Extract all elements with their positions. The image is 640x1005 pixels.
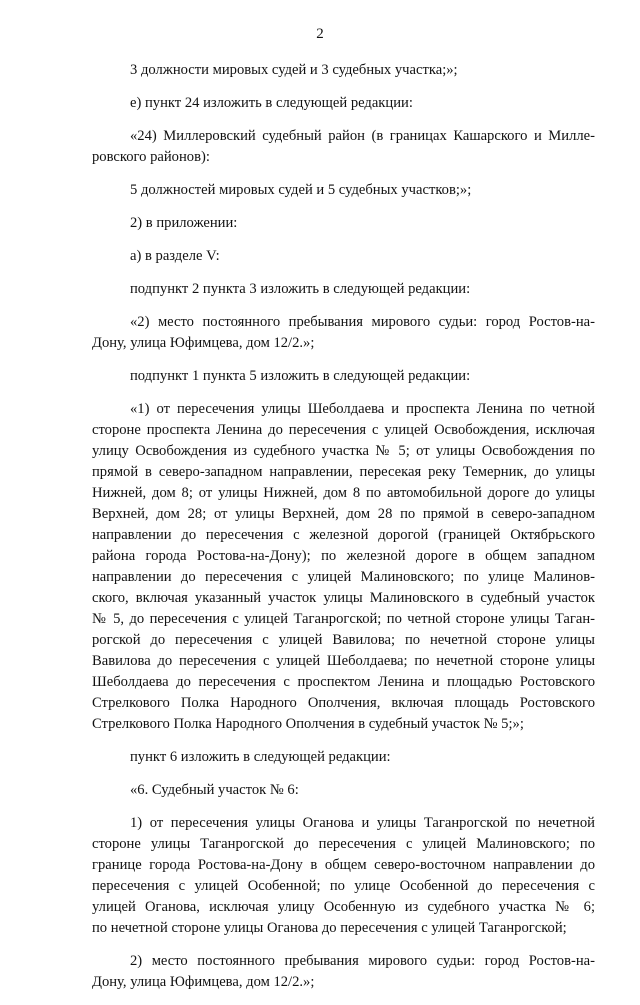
text-line: стороне проспекта Ленина до пересечения с улицей Освобождения, исключая: [92, 422, 595, 438]
text-line: 3 должности мировых судей и 3 судебных участка;»;: [130, 62, 458, 78]
paragraph: [92, 93, 595, 114]
paragraph: [92, 951, 595, 993]
text-line: Шеболдаева до пересечения с проспектом Ленина и площадью Ростовского: [92, 674, 595, 690]
paragraph: [92, 366, 595, 387]
text-line: направлении до пересечения с железной дорогой (границей Октябрьского: [92, 527, 595, 543]
text-line: «6. Судебный участок № 6:: [130, 782, 299, 798]
text-line: ровского районов):: [92, 149, 210, 165]
page-number: 2: [316, 26, 324, 42]
paragraph: [92, 399, 595, 735]
text-line: по нечетной стороне улицы Оганова до пересечения с улицей Таганрогской;: [92, 920, 567, 936]
paragraph: [92, 126, 595, 168]
text-line: улицу Освобождения из судебного участка № 5; от улицы Освобождения по: [92, 443, 595, 459]
text-line: а) в разделе V:: [130, 248, 220, 264]
paragraph: [92, 813, 595, 939]
paragraph: [92, 780, 595, 801]
text-line: Дону, улица Юфимцева, дом 12/2.»;: [92, 335, 315, 351]
text-line: направлении до пересечения с улицей Малиновского; по улице Малинов-: [92, 569, 595, 585]
text-line: № 5, до пересечения с улицей Таганрогской; по четной стороне улицы Таган-: [92, 611, 595, 627]
text-line: подпункт 1 пункта 5 изложить в следующей редакции:: [130, 368, 471, 384]
text-line: пересечения с улицей Особенной; по улице Особенной до пересечения с: [92, 878, 595, 894]
text-line: Нижней, дом 8; от улицы Нижней, дом 8 по автомобильной дороге до улицы: [92, 485, 595, 501]
text-line: 2) в приложении:: [130, 215, 238, 231]
paragraph: [92, 60, 595, 81]
text-line: е) пункт 24 изложить в следующей редакции:: [130, 95, 413, 111]
text-line: рогской до пересечения с улицей Вавилова; по нечетной стороне улицы: [92, 632, 595, 648]
text-line: подпункт 2 пункта 3 изложить в следующей редакции:: [130, 281, 471, 297]
text-line: границе города Ростова-на-Дону в общем северо-восточном направлении до: [92, 857, 595, 873]
text-line: Стрелкового Полка Народного Ополчения в судебный участок № 5;»;: [92, 716, 524, 732]
text-line: «1) от пересечения улицы Шеболдаева и проспекта Ленина по четной: [130, 401, 595, 417]
paragraph: [92, 213, 595, 234]
text-line: «24) Миллеровский судебный район (в границах Кашарского и Милле-: [130, 128, 595, 144]
text-line: 1) от пересечения улицы Оганова и улицы Таганрогской по нечетной: [130, 815, 595, 831]
paragraph: [92, 246, 595, 267]
paragraph: [92, 279, 595, 300]
paragraph: [92, 180, 595, 201]
text-line: Дону, улица Юфимцева, дом 12/2.»;: [92, 974, 315, 990]
text-line: прямой в северо-западном направлении, пересекая реку Темерник, до улицы: [92, 464, 595, 480]
text-line: Вавилова до пересечения с улицей Шеболдаева; по нечетной стороне улицы: [92, 653, 595, 669]
text-line: 5 должностей мировых судей и 5 судебных участков;»;: [130, 182, 472, 198]
text-line: Стрелкового Полка Народного Ополчения, включая площадь Ростовского: [92, 695, 595, 711]
paragraph: [92, 312, 595, 354]
text-line: 2) место постоянного пребывания мирового судьи: город Ростов-на-: [130, 953, 595, 969]
text-line: улицей Оганова, исключая улицу Особенную из судебного участка № 6;: [92, 899, 595, 915]
paragraph: [92, 747, 595, 768]
text-line: Верхней, дом 28; от улицы Верхней, дом 28 по прямой в северо-западном: [92, 506, 595, 522]
text-line: «2) место постоянного пребывания мирового судьи: город Ростов-на-: [130, 314, 595, 330]
text-line: пункт 6 изложить в следующей редакции:: [130, 749, 391, 765]
document-body: [92, 60, 595, 1005]
text-line: ского, включая указанный участок улицы Малиновского в судебный участок: [92, 590, 595, 606]
text-line: стороне улицы Таганрогской до пересечения с улицей Малиновского; по: [92, 836, 595, 852]
text-line: района города Ростова-на-Дону); по железной дороге в общем западном: [92, 548, 595, 564]
